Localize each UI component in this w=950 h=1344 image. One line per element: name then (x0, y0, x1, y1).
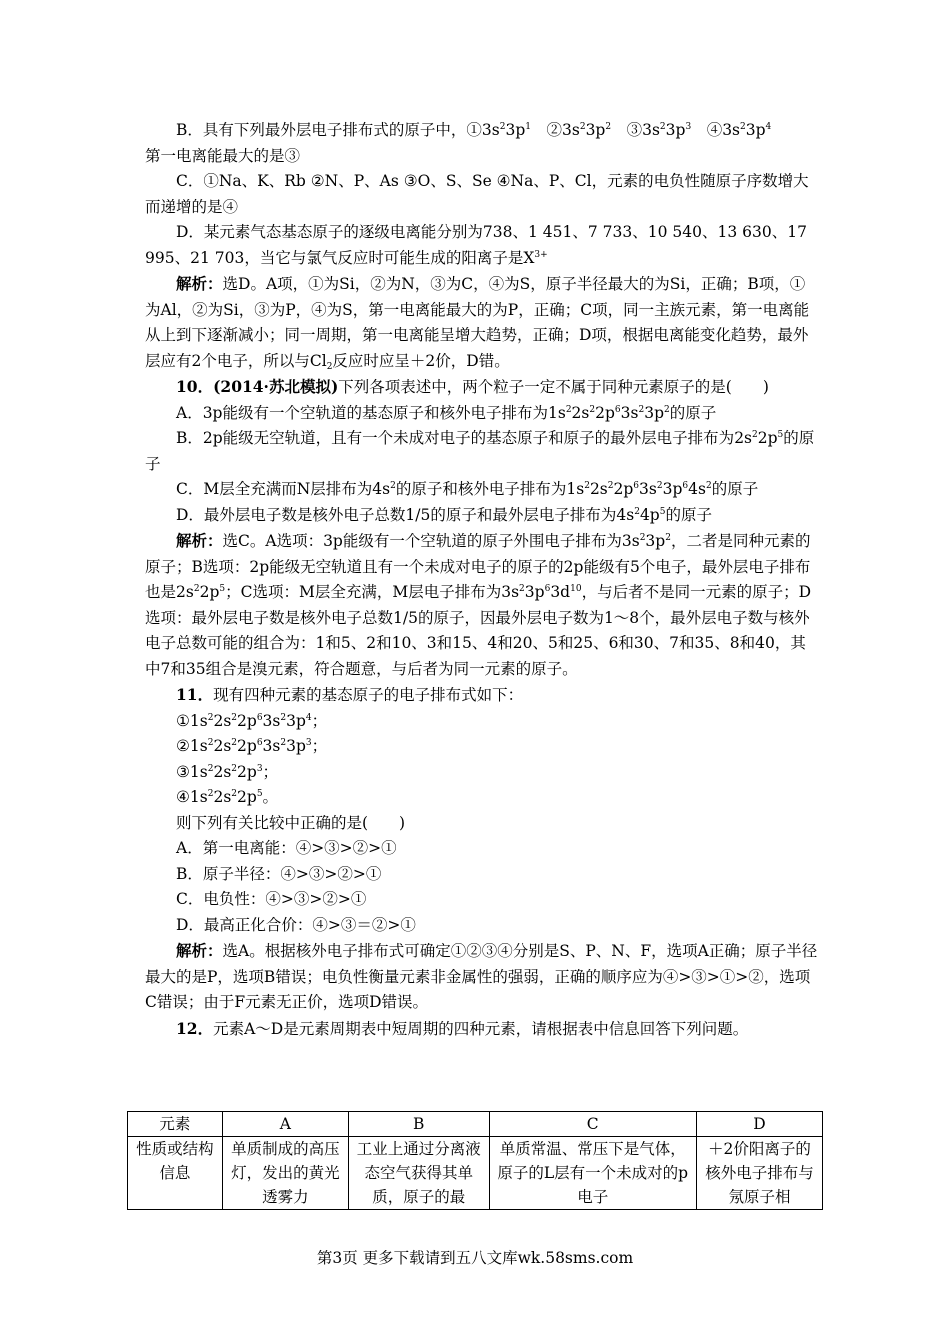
q11-option-b: B．原子半径：④>③>②>① (176, 864, 382, 883)
table-header-cell: D (696, 1112, 822, 1137)
q9-option-d: D．某元素气态基态原子的逐级电离能分别为738、1 451、7 733、10 540、13 630、17 995、21 703，当它与氯气反应时可能生成的阳离子是$X^{3+}$ (145, 223, 807, 267)
q11-config-4: $④1s^22s^22p^5$。 (176, 788, 279, 806)
table-header-cell: 元素 (128, 1112, 223, 1137)
table-cell: ＋2价阳离子的核外电子排布与氖原子相 (696, 1137, 822, 1210)
q11-config-2: $②1s^22s^22p^63s^23p^3$； (176, 737, 328, 755)
table-row-label: 性质或结构信息 (128, 1137, 223, 1210)
table-header-cell: A (222, 1112, 348, 1137)
q10-option-c: C．M层全充满而N层排布为$4s^2$的原子和核外电子排布为$1s^22s^22p^63s^23p^64s^2$的原子 (176, 480, 759, 498)
q10-option-d: D．最外层电子数是核外电子总数1/5的原子和最外层电子排布为$4s^24p^5$的原子 (176, 505, 712, 524)
q10-option-a: A．3p能级有一个空轨道的基态原子和核外电子排布为$1s^22s^22p^63s^23p^2$的原子 (176, 403, 717, 422)
q10-analysis: 解析：选C。A选项：3p能级有一个空轨道的原子外围电子排布为$3s^23p^2$，二者是同种元素的原子；B选项：2p能级无空轨道且有一个未成对电子的原子的2p能级有5个电子，最外层电子排布也是$2s^22p^5$；C选项：M层全充满，M层电子排布为$3s^23p^63d^{10}$，与后者不是同一元素的原子；D选项：最外层电子数是核外电子总数1/5的原子，因最外层电子数为1～8个，最外层电子数与核外电子总数可能的组合为：1和5、2和10、3和15、4和20、5和25、6和30、7和35、8和40，其中7和35组合是溴元素，符合题意，与后者为同一元素的原子。 (145, 531, 811, 678)
page-footer: 第3页 更多下载请到五八文库wk.58sms.com (316, 1249, 634, 1267)
element-info-table (127, 1111, 823, 1210)
q11-analysis: 解析：选A。根据核外电子排布式可确定①②③④分别是S、P、N、F，选项A正确；原子半径最大的是P，选项B错误；电负性衡量元素非金属性的强弱，正确的顺序应为④>③>①>②，选项C错误；由于F元素无正价，选项D错误。 (145, 941, 818, 1011)
table-header-cell: B (348, 1112, 489, 1137)
q9-option-c: C．①Na、K、Rb ②N、P、As ③O、S、Se ④Na、P、Cl，元素的电负性随原子序数增大而递增的是④ (145, 172, 809, 216)
q10-stem: 10．(2014·苏北模拟)下列各项表述中，两个粒子一定不属于同种元素原子的是( ) (176, 377, 769, 396)
table-cell: 单质制成的高压灯，发出的黄光透雾力 (222, 1137, 348, 1210)
q11-option-d: D．最高正化合价：④>③＝②>① (176, 915, 416, 934)
q11-ask: 则下列有关比较中正确的是( ) (176, 813, 406, 832)
table-cell: 工业上通过分离液态空气获得其单质，原子的最 (348, 1137, 489, 1210)
q12-stem: 12．元素A～D是元素周期表中短周期的四种元素，请根据表中信息回答下列问题。 (176, 1018, 749, 1038)
q9-option-b: B．具有下列最外层电子排布式的原子中，$①3s^23p^1$ $②3s^23p^2$ $③3s^23p^3$ $④3s^23p^4$ 第一电离能最大的是③ (145, 121, 772, 165)
q11-config-3: $③1s^22s^22p^3$； (176, 762, 279, 781)
table-row (128, 1137, 823, 1210)
q10-option-b: B．2p能级无空轨道，且有一个未成对电子的基态原子和原子的最外层电子排布为$2s^22p^5$的原子 (145, 429, 815, 473)
q9-analysis: 解析：选D。A项，①为Si，②为N，③为C，④为S，原子半径最大的为Si，正确；B项，①为Al，②为Si，③为P，④为S，第一电离能最大的为P，正确；C项，同一主族元素，第一电离能从上到下逐渐减小；同一周期，第一电离能呈增大趋势，正确；D项，根据电离能变化趋势，最外层应有2个电子，所以与$Cl_2$反应时应呈＋2价，D错。 (145, 274, 810, 372)
q11-stem: 11．现有四种元素的基态原子的电子排布式如下： (176, 685, 524, 704)
table-header-row (128, 1112, 823, 1137)
table-header-cell: C (489, 1112, 696, 1137)
document-body (145, 118, 820, 1042)
q11-option-c: C．电负性：④>③>②>① (176, 890, 367, 908)
table-cell: 单质常温、常压下是气体，原子的L层有一个未成对的p电子 (489, 1137, 696, 1210)
q11-config-1: $①1s^22s^22p^63s^23p^4$； (176, 711, 328, 730)
q11-option-a: A．第一电离能：④>③>②>① (176, 839, 397, 857)
